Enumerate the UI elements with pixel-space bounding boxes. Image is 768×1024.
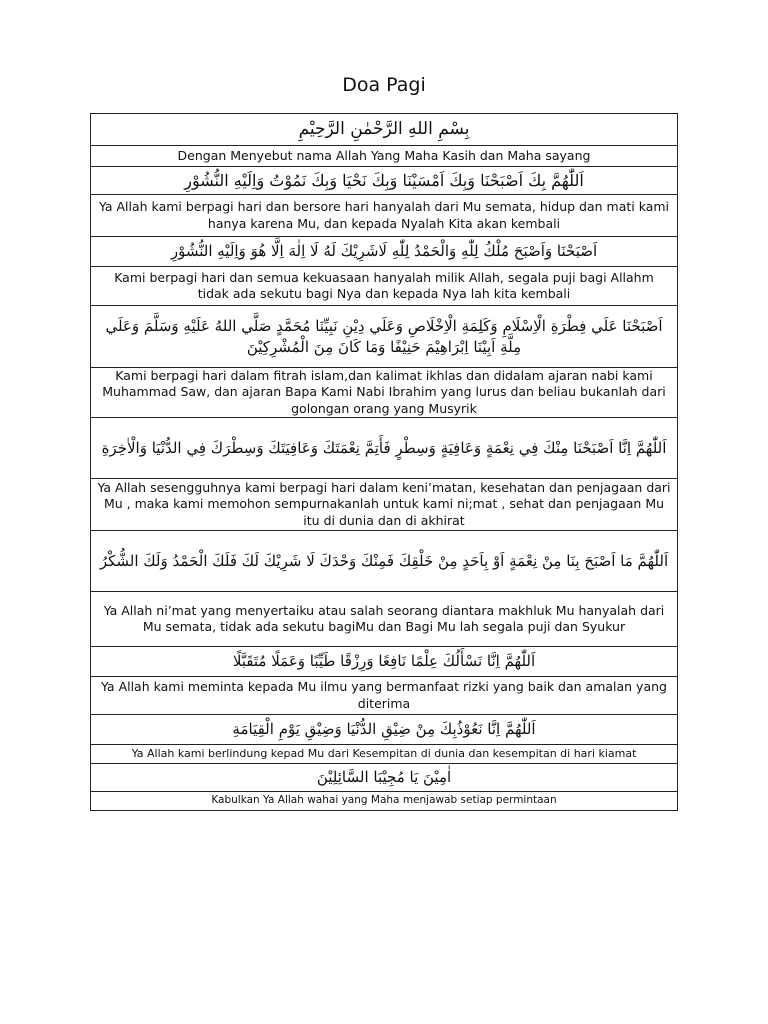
arabic-row <box>91 531 678 592</box>
translation-row <box>91 592 678 647</box>
translation-text: Ya Allah kami berlindung kepad Mu dari Kesempitan di dunia dan kesempitan di hari kiamat <box>91 745 678 764</box>
arabic-row <box>91 647 678 677</box>
arabic-row <box>91 418 678 479</box>
arabic-text: اٰمِيْنَ يَا مُجِيْبَا السَّائِلِيْنَ <box>91 764 678 792</box>
arabic-row <box>91 715 678 745</box>
translation-text: Ya Allah kami meminta kepada Mu ilmu yang bermanfaat rizki yang baik dan amalan yang diterima <box>91 677 678 715</box>
translation-row <box>91 146 678 167</box>
translation-text: Ya Allah ni’mat yang menyertaiku atau salah seorang diantara makhluk Mu hanyalah dari Mu semata, tidak ada sekutu bagiMu dan Bagi Mu lah segala puji dan Syukur <box>91 592 678 647</box>
arabic-text: بِسْمِ اللهِ الرَّحْمٰنِ الرَّحِيْمِ <box>91 114 678 146</box>
arabic-text: اَصْبَحْنَا وَاَصْبَحَ مُلْكُ لِلّٰهِ وَالْحَمْدُ لِلّٰهِ لَاشَرِيْكَ لَهُ لَا اِلٰهَ اِلَّا هُوَ وَاِلَيْهِ النُّشُوْرِ <box>91 237 678 267</box>
arabic-row <box>91 237 678 267</box>
arabic-row <box>91 764 678 792</box>
arabic-row <box>91 306 678 368</box>
translation-row <box>91 677 678 715</box>
arabic-text: اَللّٰهُمَّ مَا اَصْبَحَ بِنَا مِنْ نِعْمَةٍ اَوْ بِاَحَدٍ مِنْ خَلْقِكَ فَمِنْكَ وَحْدَكَ لَا شَرِيْكَ لَكَ فَلَكَ الْحَمْدُ وَلَكَ الشُّكْرُ <box>91 531 678 592</box>
translation-row <box>91 792 678 811</box>
arabic-text: اَللّٰهُمَّ اِنَّا نَسْأَلُكَ عِلْمًا نَافِعًا وَرِزْقًا طَيِّبًا وَعَمَلًا مُتَقَبَّلًا <box>91 647 678 677</box>
translation-row <box>91 368 678 418</box>
translation-row <box>91 267 678 306</box>
prayer-table <box>90 113 678 811</box>
arabic-text: اَصْبَحْنَا عَلَي فِطْرَةِ الْاِسْلَامِ وَكَلِمَةِ الْاِخْلَاصِ وَعَلَي دِيْنِ نَبِيِّنَا مُحَمَّدٍ صَلَّي اللهُ عَلَيْهِ وَسَلَّمَ وَعَلَي مِلَّةِ اَبِيْنَا اِبْرَاهِيْمَ حَنِيْفًا وَمَا كَانَ مِنَ الْمُشْرِكِيْنَ <box>91 306 678 368</box>
arabic-row <box>91 114 678 146</box>
arabic-row <box>91 167 678 195</box>
translation-text: Ya Allah kami berpagi hari dan bersore hari hanyalah dari Mu semata, hidup dan mati kami hanya karena Mu, dan kepada Nyalah Kita akan kembali <box>91 195 678 237</box>
translation-row <box>91 479 678 531</box>
translation-text: Kami berpagi hari dalam fitrah islam,dan kalimat ikhlas dan didalam ajaran nabi kami Muhammad Saw, dan ajaran Bapa Kami Nabi Ibrahim yang lurus dan beliau bukanlah dari golongan orang yang Musyrik <box>91 368 678 418</box>
arabic-text: اَللّٰهُمَّ بِكَ اَصْبَحْنَا وَبِكَ اَمْسَيْنَا وَبِكَ نَحْيَا وَبِكَ نَمُوْتُ وَاِلَيْهِ النُّشُوْرِ <box>91 167 678 195</box>
translation-text: Ya Allah sesengguhnya kami berpagi hari dalam keni’matan, kesehatan dan penjagaan dari Mu , maka kami memohon sempurnakanlah untuk kami ni;mat , sehat dan penjagaan Mu itu di dunia dan di akhirat <box>91 479 678 531</box>
translation-row <box>91 745 678 764</box>
translation-text: Kami berpagi hari dan semua kekuasaan hanyalah milik Allah, segala puji bagi Allahm tidak ada sekutu bagi Nya dan kepada Nya lah kita kembali <box>91 267 678 306</box>
translation-text: Kabulkan Ya Allah wahai yang Maha menjawab setiap permintaan <box>91 792 678 811</box>
translation-text: Dengan Menyebut nama Allah Yang Maha Kasih dan Maha sayang <box>91 146 678 167</box>
arabic-text: اَللّٰهُمَّ اِنَّا نَعُوْذُبِكَ مِنْ ضِيْقِ الدُّنْيَا وَضِيْقِ يَوْمِ الْقِيَامَةِ <box>91 715 678 745</box>
page-title: Doa Pagi <box>342 74 426 96</box>
translation-row <box>91 195 678 237</box>
arabic-text: اَللّٰهُمَّ اِنَّا اَصْبَحْنَا مِنْكَ فِي نِعْمَةٍ وَعَافِيَةٍ وَسِطْرٍ فَأَتِمَّ نِعْمَتَكَ وَعَافِيَتَكَ وَسِطْرَكَ فِي الدُّنْيَا وَالْاٰخِرَةِ <box>91 418 678 479</box>
